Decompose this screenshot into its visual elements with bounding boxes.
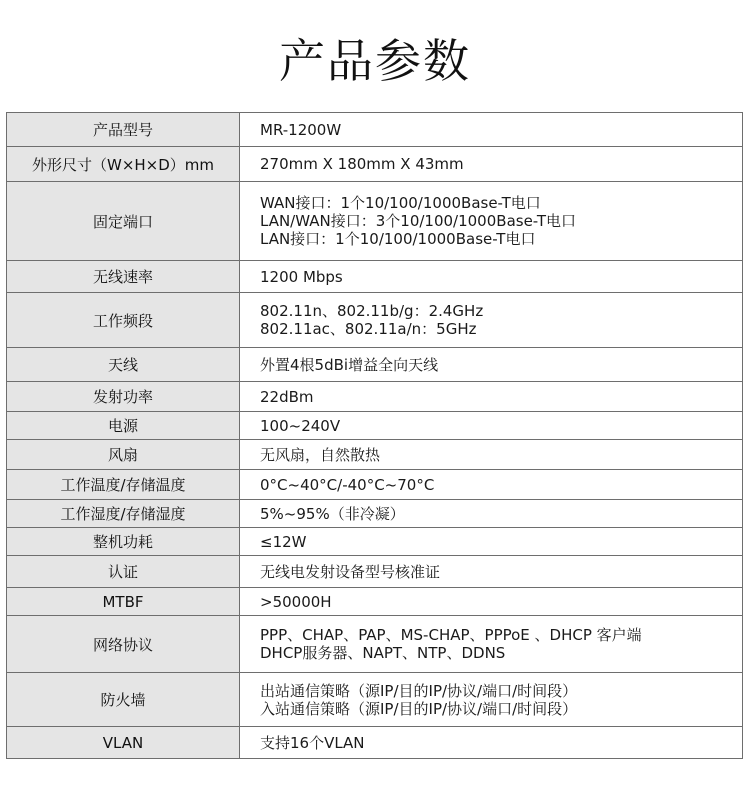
spec-row (7, 182, 743, 261)
spec-value-line: DHCP服务器、NAPT、NTP、DDNS (260, 644, 506, 662)
spec-value (240, 382, 743, 412)
spec-value (240, 348, 743, 382)
spec-value-line: MR-1200W (260, 120, 342, 139)
spec-value (240, 616, 743, 673)
spec-label: 风扇 (7, 440, 240, 470)
spec-value-line: 100~240V (260, 416, 341, 435)
spec-value-line: 0°C~40°C/-40°C~70°C (260, 475, 435, 494)
spec-value-line: ≤12W (260, 532, 307, 551)
spec-value-line: WAN接口：1个10/100/1000Base-T电口 (260, 194, 541, 212)
spec-row (7, 470, 743, 500)
spec-value-line: PPP、CHAP、PAP、MS-CHAP、PPPoE 、DHCP 客户端 (260, 626, 642, 644)
spec-label: 网络协议 (7, 616, 240, 673)
spec-table (6, 112, 743, 759)
spec-label: 固定端口 (7, 182, 240, 261)
spec-value (240, 556, 743, 588)
spec-label: 外形尺寸（W×H×D）mm (7, 147, 240, 182)
spec-label: 发射功率 (7, 382, 240, 412)
spec-row (7, 440, 743, 470)
spec-label: 无线速率 (7, 261, 240, 293)
page-title: 产品参数 (279, 34, 471, 88)
spec-row (7, 348, 743, 382)
spec-label: MTBF (7, 588, 240, 616)
spec-value (240, 470, 743, 500)
spec-row (7, 113, 743, 147)
spec-value (240, 113, 743, 147)
spec-row (7, 588, 743, 616)
spec-value (240, 727, 743, 759)
spec-value-line: 1200 Mbps (260, 267, 343, 286)
spec-value (240, 147, 743, 182)
spec-value-line: 支持16个VLAN (260, 733, 365, 752)
spec-row (7, 673, 743, 727)
spec-value (240, 500, 743, 528)
spec-row (7, 500, 743, 528)
spec-row (7, 293, 743, 348)
spec-row (7, 727, 743, 759)
spec-row (7, 556, 743, 588)
spec-row (7, 412, 743, 440)
spec-value (240, 293, 743, 348)
spec-value-line: 22dBm (260, 387, 314, 406)
spec-value-line: LAN/WAN接口：3个10/100/1000Base-T电口 (260, 212, 576, 230)
spec-value (240, 440, 743, 470)
spec-value (240, 588, 743, 616)
spec-row (7, 147, 743, 182)
spec-label: 整机功耗 (7, 528, 240, 556)
spec-value-line: 802.11ac、802.11a/n：5GHz (260, 320, 477, 338)
spec-value-line: 802.11n、802.11b/g：2.4GHz (260, 302, 484, 320)
spec-value-line: 出站通信策略（源IP/目的IP/协议/端口/时间段） (260, 681, 578, 700)
spec-value-line: 270mm X 180mm X 43mm (260, 155, 464, 173)
spec-value (240, 182, 743, 261)
spec-value (240, 528, 743, 556)
spec-value-line: 入站通信策略（源IP/目的IP/协议/端口/时间段） (260, 699, 578, 718)
spec-value-line: 5%~95%（非冷凝） (260, 504, 405, 523)
spec-value-line: LAN接口：1个10/100/1000Base-T电口 (260, 230, 536, 248)
spec-value-line: 外置4根5dBi增益全向天线 (260, 355, 439, 374)
spec-label: 工作频段 (7, 293, 240, 348)
spec-row (7, 528, 743, 556)
spec-value (240, 412, 743, 440)
spec-label: 天线 (7, 348, 240, 382)
spec-value (240, 261, 743, 293)
spec-row (7, 616, 743, 673)
spec-label: 产品型号 (7, 113, 240, 147)
spec-row (7, 382, 743, 412)
spec-label: 认证 (7, 556, 240, 588)
spec-value-line: 无线电发射设备型号核准证 (260, 562, 441, 581)
spec-label: 工作湿度/存储湿度 (7, 500, 240, 528)
spec-value-line: 无风扇，自然散热 (260, 445, 381, 464)
spec-row (7, 261, 743, 293)
spec-label: VLAN (7, 727, 240, 759)
spec-label: 工作温度/存储温度 (7, 470, 240, 500)
spec-value-line: >50000H (260, 592, 332, 611)
spec-label: 电源 (7, 412, 240, 440)
spec-label: 防火墙 (7, 673, 240, 727)
spec-table-body (7, 113, 743, 759)
spec-value (240, 673, 743, 727)
